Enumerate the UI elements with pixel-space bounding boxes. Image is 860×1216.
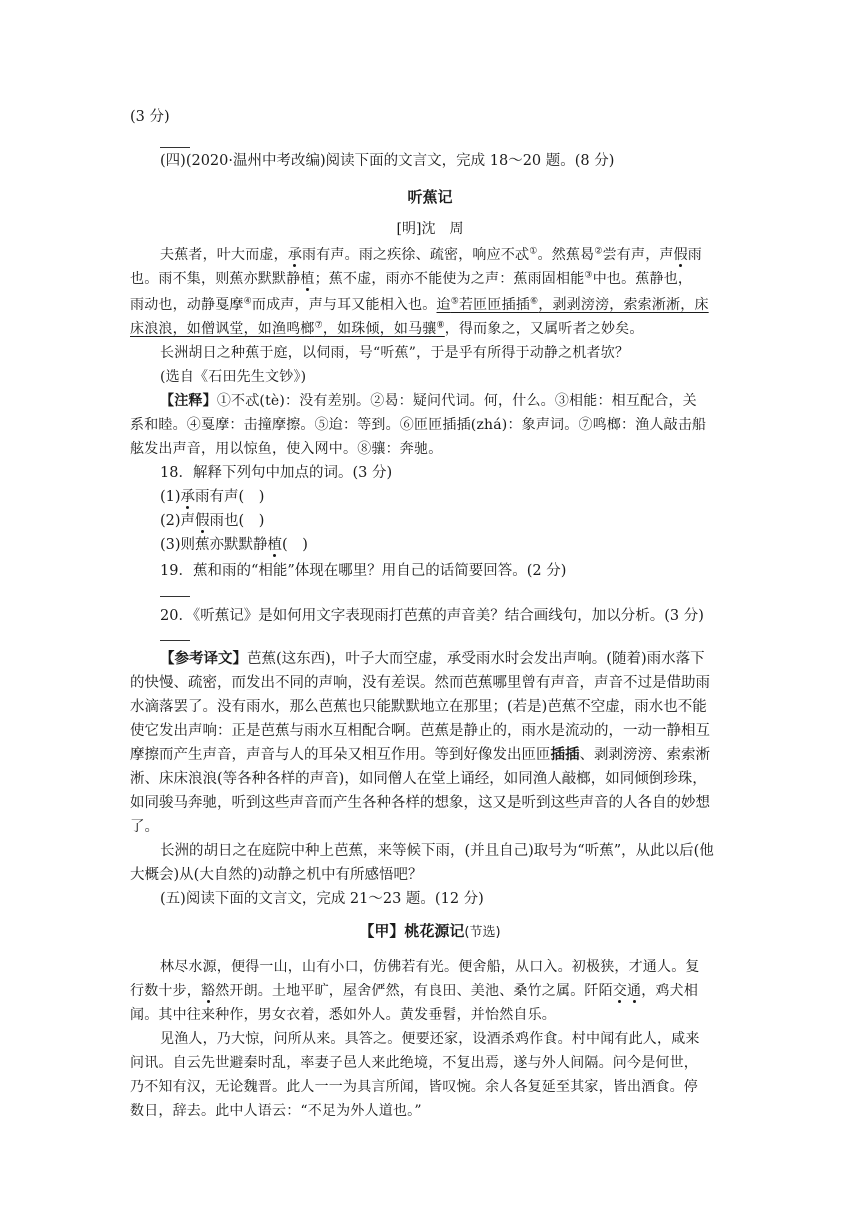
dotted-char: 植 <box>300 271 315 287</box>
translation-line: 大概会)从(大自然的)动静之机中有所感悟吧？ <box>130 867 423 883</box>
passage-2-line: 数日，辞去。此中人语云：“不足为外人道也。” <box>130 1103 422 1119</box>
translation-line: 水滴落罢了。没有雨水，那么芭蕉也只能默默地立在那里；(若是)芭蕉不空虚，雨水也不能 <box>130 699 707 715</box>
dotted-char: 承 <box>287 247 303 263</box>
question-18-item-2: (2)声假雨也( ) <box>160 513 265 529</box>
translation-line: 的快慢、疏密，而发出不同的声响，没有差误。然而芭蕉哪里曾有声音，声音不过是借助雨 <box>130 675 710 691</box>
answer-blank <box>160 640 190 641</box>
notes-line: 舷发出声音，用以惊鱼，使入网中。⑧骧：奔驰。 <box>130 441 443 457</box>
dotted-char: 假 <box>673 247 688 263</box>
notes-line: 系和睦。④戛摩：击撞摩擦。⑤迨：等到。⑥匝匝插插(zhá)：象声词。⑦鸣榔：渔人敲击船 <box>130 417 707 433</box>
question-18-item-3: (3)则蕉亦默默静植( ) <box>160 537 308 553</box>
translation-line: 【参考译文】芭蕉(这东西)，叶子大而空虚，承受雨水时会发出声响。(随着)雨水落下 <box>160 650 705 667</box>
passage-2-line: 问讯。自云先世避秦时乱，率妻子邑人来此绝境，不复出焉，遂与外人间隔。问今是何世， <box>130 1055 698 1071</box>
translation-line: 了。 <box>130 819 159 835</box>
passage-2-line: 林尽水源，便得一山，山有小口，仿佛若有光。便舍船，从口入。初极狭，才通人。复 <box>160 959 700 975</box>
dotted-char: 承 <box>180 489 196 505</box>
passage-title: 听蕉记 <box>407 188 453 206</box>
question-18: 18．解释下列句中加点的词。(3 分) <box>160 465 393 481</box>
underlined-sentence: 迨⑤若匝匝插插⑥，剥剥滂滂，索索淅淅，床 <box>436 296 709 313</box>
answer-blank <box>160 596 190 597</box>
passage-2-line: 行数十步，豁然开朗。土地平旷，屋舍俨然，有良田、美池、桑竹之属。阡陌交通，鸡犬相 <box>130 983 699 999</box>
dotted-char: 假 <box>195 513 210 529</box>
passage-line: 床浪浪，如僧讽堂，如渔鸣榔⑦，如珠倾，如马骧⑧，得而象之，又属听者之妙矣。 <box>130 320 644 337</box>
translation-line: 使它发出声响：正是芭蕉与雨水互相配合啊。芭蕉是静止的，雨水是流动的，一动一静相互 <box>130 723 710 739</box>
passage-author: [明]沈 周 <box>396 221 464 237</box>
question-18-item-1: (1)承雨有声( ) <box>160 489 265 505</box>
passage-line: 雨动也，动静戛摩④而成声，声与耳又能相入也。迨⑤若匝匝插插⑥，剥剥滂滂，索索淅淅，床 <box>130 296 709 313</box>
passage-2-line: 闻。其中往来种作，男女衣着，悉如外人。黄发垂髫，并怡然自乐。 <box>130 1007 556 1023</box>
notes-line: 【注释】①不忒(tè)：没有差别。②曷：疑问代词。何，什么。③相能：相互配合，关 <box>160 393 697 409</box>
passage-line: 长洲胡日之种蕉于庭，以伺雨，号“听蕉”，于是乎有所得于动静之机者欤？ <box>160 345 630 361</box>
notes-label: 【注释】 <box>160 393 217 409</box>
question-19: 19．蕉和雨的“相能”体现在哪里？用自己的话简要回答。(2 分) <box>160 563 567 579</box>
translation-line: 如同骏马奔驰，听到这些声音而产生各种各样的想象，这又是听到这些声音的人各自的妙想 <box>130 795 710 811</box>
dotted-char: 植 <box>267 537 283 553</box>
translation-line: 摩擦而产生声音，声音与人的耳朵又相互作用。等到好像发出匝匝插插、剥剥滂滂、索索淅 <box>130 746 710 763</box>
passage-2-line: 乃不知有汉，无论魏晋。此人一一为具言所闻，皆叹惋。余人各复延至其家，皆出酒食。停 <box>130 1079 698 1095</box>
source-note: (选自《石田先生文钞》) <box>160 369 307 385</box>
underlined-sentence: 床浪浪，如僧讽堂，如渔鸣榔⑦，如珠倾，如马骧⑧ <box>130 320 445 337</box>
translation-label: 【参考译文】 <box>160 650 247 667</box>
passage-line: 也。雨不集，则蕉亦默默静植；蕉不虚，雨亦不能使为之声：蕉雨固相能③中也。蕉静也， <box>130 270 693 287</box>
passage-2-line: 见渔人，乃大惊，问所从来。具答之。便要还家，设酒杀鸡作食。村中闻有此人，咸来 <box>160 1031 700 1047</box>
section-4-header: (四)(2020·温州中考改编)阅读下面的文言文，完成 18～20 题。(8 分) <box>160 153 615 169</box>
answer-blank <box>160 147 190 148</box>
dotted-char: 豁 <box>201 983 216 999</box>
passage-line: 夫蕉者，叶大而虚，承雨有声。雨之疾徐、疏密，响应不忒①。然蕉曷②尝有声，声假雨 <box>160 246 702 263</box>
translation-line: 长洲的胡日之在庭院中种上芭蕉，来等候下雨，(并且自己)取号为“听蕉”，从此以后(他 <box>160 843 714 859</box>
question-20: 20．《听蕉记》是如何用文字表现雨打芭蕉的声音美？结合画线句，加以分析。(3 分) <box>160 608 704 624</box>
passage-2-title: 【甲】桃花源记(节选) <box>359 922 501 940</box>
section-5-header: (五)阅读下面的文言文，完成 21～23 题。(12 分) <box>160 891 484 907</box>
translation-line: 淅、床床浪浪(等各种各样的声音)，如同僧人在堂上诵经，如同渔人敲榔，如同倾倒珍珠， <box>130 771 707 787</box>
dotted-char: 交 <box>612 983 628 999</box>
top-score: (3 分) <box>130 109 170 125</box>
dotted-char: 通 <box>627 983 642 999</box>
